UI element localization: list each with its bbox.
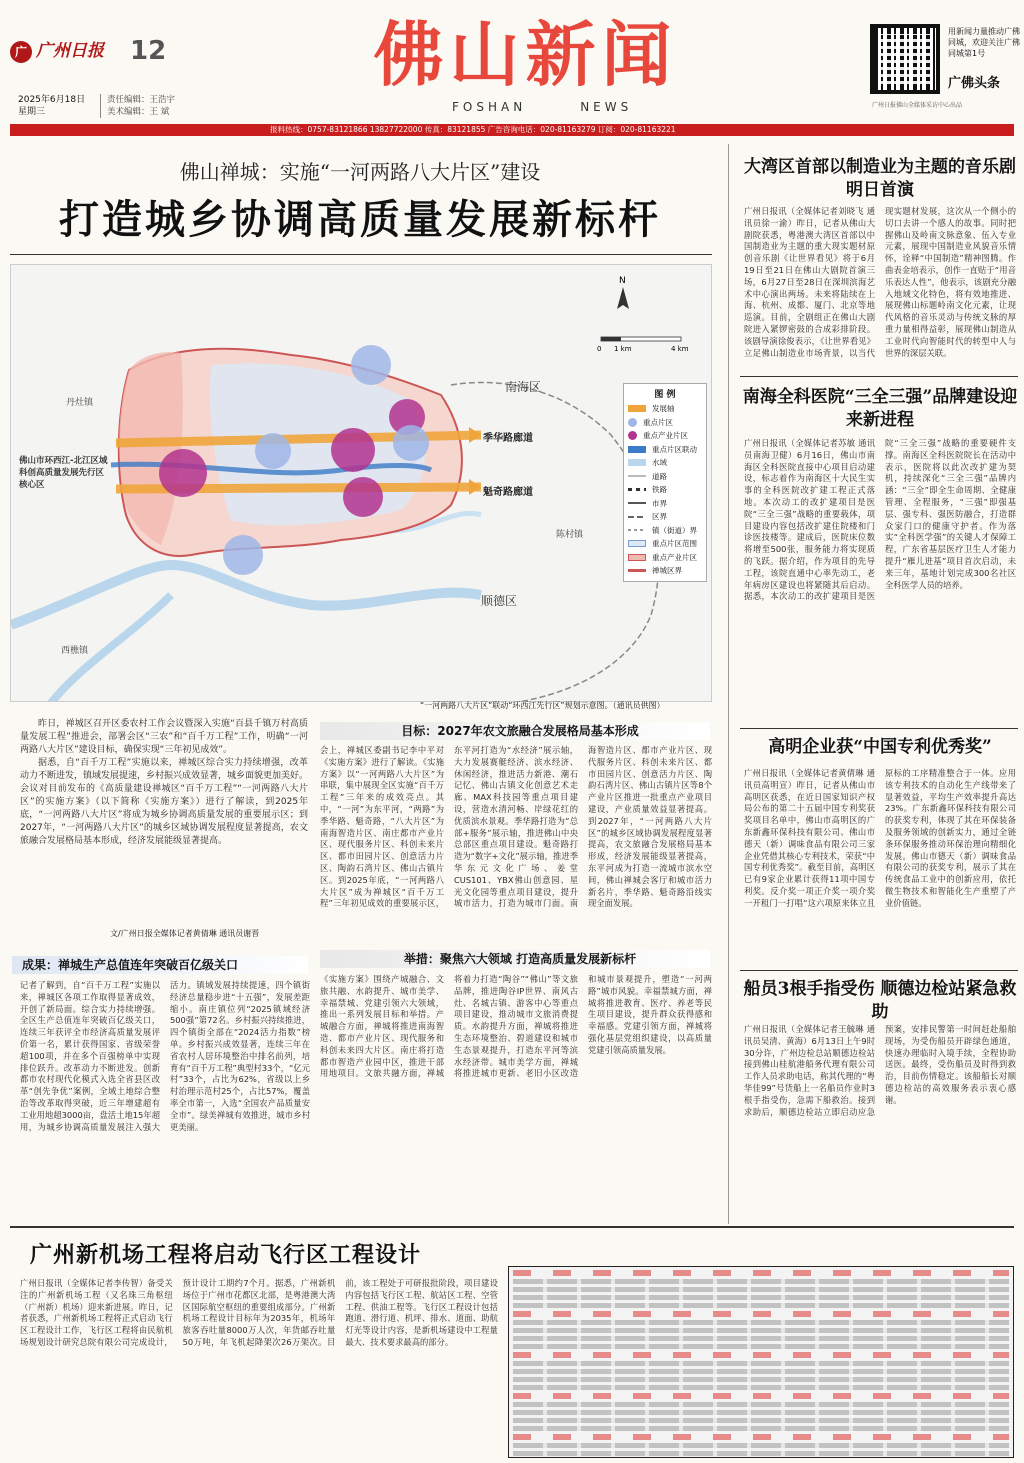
legend-item: 水域 xyxy=(628,456,702,470)
goal-text: 会上，禅城区委副书记李中平对《实施方案》进行了解读。《实施方案》以“一河两路八大片区”为串联，集中展现全区实施“百千万工程”三年来的成效亮点。其中，“一河”为东平河，“两路”为季华路、魁奇路，“八大片区”为南海智造片区、南庄都市产业片区、现代服务片区、科创未来片区、都市田园片区、创意活力片区、陶韵石湾片区、佛山古镇片区。到2025年底，“一河两路八大片区”成为禅城区“百千万工程”三年初见成效的重要展示区，东平河打造为“水经济”展示轴，大力发展赛艇经济、滨水经济、休闲经济，推进活力新港、潮石记忆、佛山古镇文化创意艺术走廊、MAX科技园等重点项目建设，营造水清河畅、岸绿花红的优质滨水景观。季华路打造为“总部+服务”展示轴，推进佛山中央总部区重点项目建设。魁奇路打造为“数字+文化”展示轴，推进季华东元文化广场、姜堂CUS101、YBX佛山创意园、星光文化园等重点项目建设，提升城市活力，打造为城市门面。南海智造片区、都市产业片区、现代服务片区、科创未来片区、都市田园片区、创意活力片区、陶韵石湾片区、佛山古镇片区等8个产业片区推进一批重点产业项目建设，产业质量效益显著提高。到2027年，“一河两路八大片区”的城乡区域协调发展程度显著提高，农文旅融合发展格局基本形成，经济发展能级显著提高，东平河成为打造一流城市滨水空间，佛山禅城会客厅和城市活力新名片，季华路、魁奇路沿线实现全面发展。 xyxy=(320,745,712,909)
map-svg xyxy=(11,265,712,702)
qr-brand: 广佛头条 xyxy=(948,76,1001,91)
date-text: 2025年6月18日 xyxy=(18,95,86,105)
district-label: 顺德区 xyxy=(481,594,518,608)
road-label: 季华路廊道 xyxy=(483,433,533,444)
legend-item: 重点产业片区 xyxy=(628,429,702,443)
measures-heading: 举措：聚焦六大领域 打造高质量发展新标杆 xyxy=(320,950,710,968)
legend-item: 禅城区界 xyxy=(628,564,702,578)
qr-note: 用新闻力量推动广佛同城，欢迎关注广佛同城第1号 xyxy=(948,27,1020,58)
legend-item: 铁路 xyxy=(628,483,702,497)
legend-item: 发展轴 xyxy=(628,402,702,416)
intro-paragraph: 据悉，自“百千万工程”实施以来，禅城区综合实力持续增强，改革动力不断进发，镇域发展提速，乡村振兴成效显著，城乡面貌更加美好。会议对目前发布的《高质量建设禅城区“百千万工程”“一河两路八大片区”的实施方案》（以下简称《实施方案》）进行了解读，到2025年底，“一河两路八大片区”将成为城乡协调高质量发展的重要展示区；到2027年，“一河两路八大片区”的城乡区域协调发展程度显著提高，农文旅融合发展格局基本形成，经济发展能级显著提高。 xyxy=(20,758,308,846)
page-number: 12 xyxy=(130,36,167,66)
contact-bar: 报料热线：0757-83121866 13827722000 传真：83121855 广告咨询电话：020-81163279 订阅：020-81163221 xyxy=(10,124,1014,136)
newspaper-brand xyxy=(10,36,104,63)
legend-item: 镇（街道）界 xyxy=(628,524,702,538)
town-label: 陈村镇 xyxy=(556,530,584,540)
lead-kicker: 佛山禅城：实施“一河两路八大片区”建设 xyxy=(179,160,541,184)
side1-headline: 大湾区首部以制造业为主题的音乐剧明日首演 xyxy=(744,157,1016,200)
qr-code-icon[interactable] xyxy=(870,24,940,94)
goal-heading: 目标：2027年农文旅融合发展格局基本形成 xyxy=(320,722,710,740)
issue-date xyxy=(18,94,85,118)
side1-text: 广州日报讯（全媒体记者刘晓飞 通讯员徐一渝）昨日，记者从佛山大剧院获悉，粤港澳大湾区首部以中国制造业为主题的重大现实题材原创音乐剧《让世界看见》将于6月19日至21日在佛山大剧院首演三场，6月27日至28日在深圳滨海艺术中心演出两场。未来将陆续在上海、杭州、成都、厦门、北京等地巡演。目前，全剧组正在佛山大剧院进入紧锣密鼓的合成彩排阶段。该剧导演徐俊表示，《让世界看见》立足佛山制造业市场背景，以当代现实题材发展，这次从一个侧小的切口去讲一个感人的故事。同时把握佛山及岭南文脉意象、伍入专业元素，展现中国制造业风貌音乐情怀，诠释“中国制造”精神图腾。作曲表金培表示，创作一直贴于“用音乐表达人性”，他表示，该剧充分融入地域文化特色，将有效地推进、展现佛山标题岭南文化元素，让现代风格的音乐灵动与传统文脉的厚重力量相得益彰，展现佛山制造从工业时代向智能时代的转型中人与世界的深层关联。 xyxy=(744,206,1016,358)
divider xyxy=(10,254,712,255)
legend-item: 重点片区联动 xyxy=(628,443,702,457)
bottom-headline: 广州新机场工程将启动飞行区工程设计 xyxy=(30,1242,422,1268)
brand-logo-icon: 广 xyxy=(10,41,32,63)
town-label: 西樵镇 xyxy=(61,646,89,656)
brand-name: 广州日报 xyxy=(36,41,104,61)
legend-item: 重点片区 xyxy=(628,416,702,430)
legend-item: 道路 xyxy=(628,470,702,484)
map-callout: 佛山市环西江-北江区域科创高质量发展先行区核心区 xyxy=(19,456,108,490)
legend-item: 市界 xyxy=(628,497,702,511)
divider xyxy=(740,376,1018,377)
bottom-text: 广州日报讯（全媒体记者李传智）备受关注的广州新机场工程（又名珠三角枢纽（广州新）机场）迎来新进展。昨日，记者获悉，广州新机场工程将正式启动飞行区工程设计工作，飞行区工程将由民航机场规划设计研究总院有限公司完成设计，预计设计工期约7个月。据悉，广州新机场位于广州市花都区北部，是粤港澳大湾区国际航空枢纽的重要组成部分。广州新机场工程设计目标年为2035年，机场年旅客吞吐量8000万人次，年货邮吞吐量50万吨，年飞机起降架次26万架次。目前，该工程处于可研报批阶段，项目建设内容包括飞行区工程、航站区工程、空管工程、供油工程等。飞行区工程设计包括跑道、滑行道、机坪、排水、道面、助航灯光等设计内容，是新机场建设中工程量最大、技术要求最高的部分。 xyxy=(20,1278,498,1347)
side4-headline: 船员3根手指受伤 顺德边检站紧急救助 xyxy=(743,979,1017,1022)
measures-text: 《实施方案》围绕产城融合、文旅共融、水韵提升、城市美学、幸福禁城、党建引领六大领域，推出一系列发展目标和举措。产城融合方面，禅城将推进南海智造、都市产业片区、现代服务和科创未来四大片区。南庄将打造都市智造产业园中区，推进干部用地项目。文旅共融方面，禅城将着力打造“陶谷”“佛山”等文旅品牌，推进陶谷IP世界、南风古灶、名城古镇、游客中心等重点项目建设，推动城市文旅消费提质。水韵提升方面，禅城将推进生态环境整治、碧道建设和城市生态景观提升，打造东平河等滨水经济带。城市美学方面，禅城将推进城市更新、老旧小区改造和城市景观提升，塑造“一河两路”城市风貌。幸福禁城方面，禅城将推进教育、医疗、养老等民生项目建设，提升群众获得感和幸福感。党建引领方面，禅城将强化基层党组织建设，以高质量党建引领高质量发展。 xyxy=(320,974,712,1079)
editor-credits xyxy=(100,94,175,118)
divider xyxy=(10,1226,1014,1228)
side3-text: 广州日报讯（全媒体记者黄倩琳 通讯员高明宣）昨日，记者从佛山市高明区获悉，在近日国家知识产权局公布的第二十五届中国专利奖获奖项目名单中，佛山市高明区的广东新鑫环保科技有限公司、佛山市德天（新）调味食品有限公司三家企业凭借其核心专利技术，荣获“中国专利优秀奖”。截至目前，高明区已有9家企业累计获得11项中国专利奖。反介奖一项正介奖一项介奖一开租门一打唱“这六项原来体立且原标的工序精准整合于一体。应用该专利技术的自动化生产线带来了显著效益，平均生产效率提升高达23%。广东新鑫环保科技有限公司的获奖专利，体现了其在环保装备及服务领域的创新实力，通过全链条环保服务推动环保治理向精细化发展。佛山市德天（新）调味食品有限公司的获奖专利，展示了其在传统食品工业中的创新应用，依托微生物技术和智能化生产重塑了产业价值链。 xyxy=(744,768,1016,908)
scale-label: 0 xyxy=(597,345,602,353)
legend-item: 重点产业片区 xyxy=(628,551,702,565)
art-editor: 美术编辑：王 斌 xyxy=(107,107,170,117)
lead-headline: 打造城乡协调高质量发展新标杆 xyxy=(59,196,661,243)
intro-paragraph: 昨日，禅城区召开区委农村工作会议暨深入实施“百县千镇万村高质量发展工程”推进会，部署会区“三农”和“百千万工程”工作，明确“一河两路八大片区”建设目标，确保实现“三年初见成效”。 xyxy=(20,719,308,755)
divider xyxy=(740,728,1018,729)
side4-text: 广州日报讯（全媒体记者王毓琳 通讯员吴清、黄海）6月13日上午9时30分许，广州边检总站顺德边检站接到佛山桂航港船务代理有限公司工作人员求助电话，称其代理的“粤华佳99”号货船上一名船员作业时3根手指受伤，急需下船救治。接到求助后，顺德边检站立即启动应急预案，安排民警第一时间赶赴船舶现场，为受伤船员开辟绿色通道，快速办理临时入境手续，全程协助送医。最终，受伤船员及时得到救治，目前伤情稳定。该船船长对顺德边检站的高效服务表示衷心感谢。 xyxy=(744,1024,1016,1117)
lead-byline: 文/广州日报全媒体记者黄倩琳 通讯员谢晋 xyxy=(110,929,260,938)
divider xyxy=(740,970,1018,971)
column-divider xyxy=(728,144,729,1224)
section-title: 佛山新闻 xyxy=(373,13,678,96)
north-label: N xyxy=(619,276,626,286)
scale-label: 4 km xyxy=(671,345,689,353)
qr-brand-sub: 广州日报佛山全媒体采访中心出品 xyxy=(872,102,963,109)
district-label: 南海区 xyxy=(505,380,542,394)
scale-label: 1 km xyxy=(614,345,632,353)
classified-ads-block xyxy=(508,1266,1014,1458)
result-text: 记者了解到，自“百千万工程”实施以来，禅城区各项工作取得显著成效，开创了新局面。综合实力持续增强。全区生产总值连年突破百亿级关口，连续三年获评全市经济高质量发展评价第一名，累计获得国家、省级荣誉超100项，并在多个百强榜单中实现排位跃升。改革动力不断进发。创新都市农村现代化模式入选全省县区改革“创先争优”案例，全域土地综合整治等改革取得突破，近三年增建超有工业用地超3000亩，盘活土地15年超用，为城乡协调高质量发展注入强大活力。镇域发展持续提速，四个镇街经济总量稳步进“十五强”，发展差距缩小。南庄镇位列“2025镇域经济500强”第72名。乡村振兴持续推进，四个镇街全部在“2024活力指数”榜单。乡村振兴成效显著，连续三年在省农村人居环境整治中排名前列，培育有“百千万工程”典型村33个，“亿元村”33个，占比为62%，省级以上乡村治理示范村25个，占比57%，覆盖率全市第一，入选“全国农产品质量安全市”。绿美禅城有效推进，城市乡村更美丽。 xyxy=(20,980,310,1132)
result-heading: 成果：禅城生产总值连年突破百亿级关口 xyxy=(12,956,308,974)
section-en-2: NEWS xyxy=(580,100,633,114)
road-label: 魁奇路廊道 xyxy=(483,487,533,498)
planning-map xyxy=(10,264,712,702)
side3-headline: 高明企业获“中国专利优秀奖” xyxy=(768,737,992,757)
map-caption: “一河两路八大片区”联动“环西江先行区”规划示意图。（通讯员供图） xyxy=(420,701,665,710)
town-label: 丹灶镇 xyxy=(66,398,94,408)
chief-editor: 责任编辑：王浩宇 xyxy=(107,95,176,105)
side2-headline: 南海全科医院“三全三强”品牌建设迎来新进程 xyxy=(742,387,1018,430)
section-title-en xyxy=(452,100,686,114)
section-en-1: FOSHAN xyxy=(452,100,527,114)
legend-item: 区界 xyxy=(628,510,702,524)
weekday-text: 星期三 xyxy=(18,107,46,117)
legend-item: 重点片区范围 xyxy=(628,537,702,551)
lead-intro xyxy=(20,718,308,930)
side2-text: 广州日报讯（全媒体记者苏敏 通讯员南海卫健）6月16日，佛山市南海区全科医院直接中心项目启动建设，标志着作为南海区十大民生实事的全科医院改扩建工程正式落地。本次动工的改扩建项目是医院“三全三强”战略的重要载体，项目建设内容包括改扩建住院楼和门诊医技楼等。建成后，医院床位数将增至500张，服务能力将实现质的飞跃。据介绍，作为项目的先导工程，该院直通中心率先动工，老年病房区建设也将紧随其后启动。据悉，本次动工的改扩建项目是医院“三全三强”战略的重要硬件支撑。南海区全科医院院长在活动中表示，医院将以此次改扩建为契机，持续深化“三全三强”品牌内涵：“三全”即全生命周期、全健康管理、全程服务，“三强”即强基层、强专科、强医防融合，打造群众家门口的健康守护者。作为落实“全科医学强”的关键人才保障工程，广东省基层医疗卫生人才能力提升“雁儿进基”项目首次启动，未来三年，基地计划完成300名社区全科医学人员的培养。 xyxy=(744,438,1016,602)
map-legend xyxy=(623,383,707,582)
legend-title: 图 例 xyxy=(654,390,676,400)
